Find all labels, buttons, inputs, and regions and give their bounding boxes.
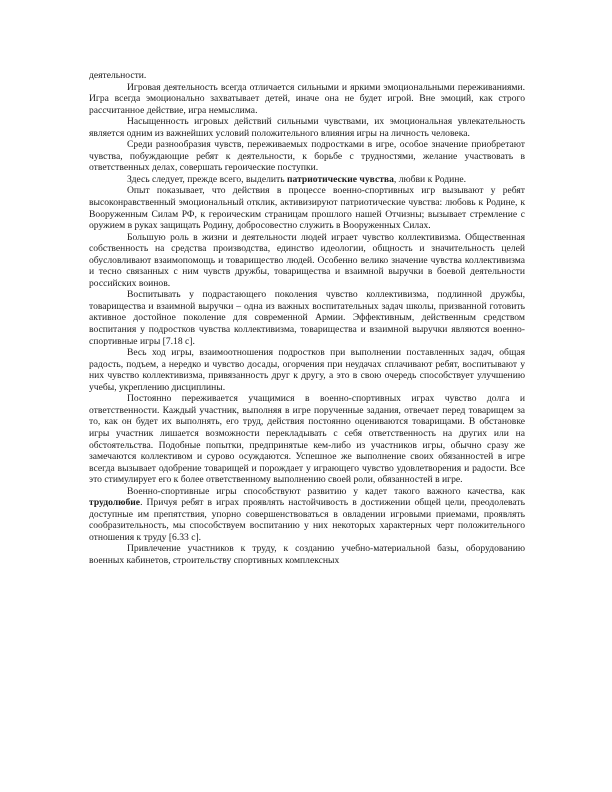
paragraph: Среди разнообразия чувств, переживаемых подростками в игре, особое значение приобретают чувства, побуждающие ребят к деятельности, к борьбе с трудностями, желание участвовать в ответственных делах, совершать героические поступки. <box>89 139 525 174</box>
paragraph: деятельности. <box>89 70 147 81</box>
paragraph <box>89 174 525 186</box>
document-page <box>89 70 525 567</box>
paragraph: Весь ход игры, взаимоотношения подростков при выполнении поставленных задач, общая радость, подъем, а нередко и чувство досады, огорчения при неудачах сплачивают ребят, воспитывают у них чувство коллективизма, привязанность друг к другу, а это в свою очередь способствует улучшению учебы, укреплению дисциплины. <box>89 347 525 393</box>
paragraph: Игровая деятельность всегда отличается сильными и яркими эмоциональными переживаниями. Игра всегда эмоционально захватывает детей, иначе она не будет игрой. Вне эмоций, как строго рассчитанное действие, игра немыслима. <box>89 81 525 116</box>
paragraph: Насыщенность игровых действий сильными чувствами, их эмоциональная увлекательность является одним из важнейших условий положительного влияния игры на личность человека. <box>89 116 525 139</box>
paragraph: Опыт показывает, что действия в процессе военно-спортивных игр вызывают у ребят высоконравственный эмоциональный отклик, активизируют патриотические чувства: любовь к Родине, к Вооруженным Силам РФ, к героическим страницам прошлого нашей Отчизны; вызывает стремление с оружием в руках защищать Родину, добросовестно служить в Вооруженных Силах. <box>89 185 525 232</box>
paragraph: Большую роль в жизни и деятельности людей играет чувство коллективизма. Общественная собственность на средства производства, единство идеологии, общность и значительность целей обусловливают взаимопомощь и товарищество людей. Особенно велико значение чувства коллективизма и тесно связанных с ним чувств дружбы, товарищества и взаимной выручки в боевой деятельности российских воинов. <box>89 231 525 289</box>
paragraph-text: Здесь следует, прежде всего, выделить <box>127 173 287 185</box>
paragraph-text: . Причуя ребят в играх проявлять настойчивость в достижении общей цели, преодолевать доступные им препятствия, упорно совершенствоваться в овладении игровыми приемами, проявлять сообразительность, мы способствуем воспитанию у них некоторых характерных черт положительного отношения к труду [6.33 с]. <box>89 497 525 543</box>
paragraph-text: , любви к Родине. <box>393 173 467 185</box>
paragraph: Постоянно переживается учащимися в военно-спортивных играх чувство долга и ответственности. Каждый участник, выполняя в игре порученные задания, отвечает перед товарищем за то, как он будет их выполнять, его труд, действия постоянно оцениваются товарищами. В обстановке игры участник лишается возможности перекладывать с себя ответственность на других или на обстоятельства. Подобные попытки, предпринятые кем-либо из участников игры, обычно сразу же замечаются коллективом и сурово осуждаются. Успешное же выполнение своих обязанностей в игре всегда вызывает одобрение товарищей и порождает у играющего чувство удовлетворения и радости. Все это стимулирует его к более ответственному выполнению своей роли, обязанностей в игре. <box>89 393 525 486</box>
paragraph <box>89 486 525 544</box>
paragraph: Привлечение участников к труду, к созданию учебно-материальной базы, оборудованию военных кабинетов, строительству спортивных комплексных <box>89 543 525 566</box>
bold-term: трудолюбие <box>89 497 141 509</box>
paragraph-text: Военно-спортивные игры способствуют развитию у кадет такого важного качества, как <box>127 485 525 497</box>
paragraph: Воспитывать у подрастающего поколения чувство коллективизма, подлинной дружбы, товарищества и взаимной выручки – одна из важных воспитательных задач школы, призванной готовить активное достойное поколение для современной Армии. Эффективным, действенным средством воспитания у подростков чувства коллективизма, товарищества и взаимной выручки являются военно-спортивные игры [7.18 с]. <box>89 289 525 347</box>
bold-term: патриотические чувства <box>287 173 394 185</box>
